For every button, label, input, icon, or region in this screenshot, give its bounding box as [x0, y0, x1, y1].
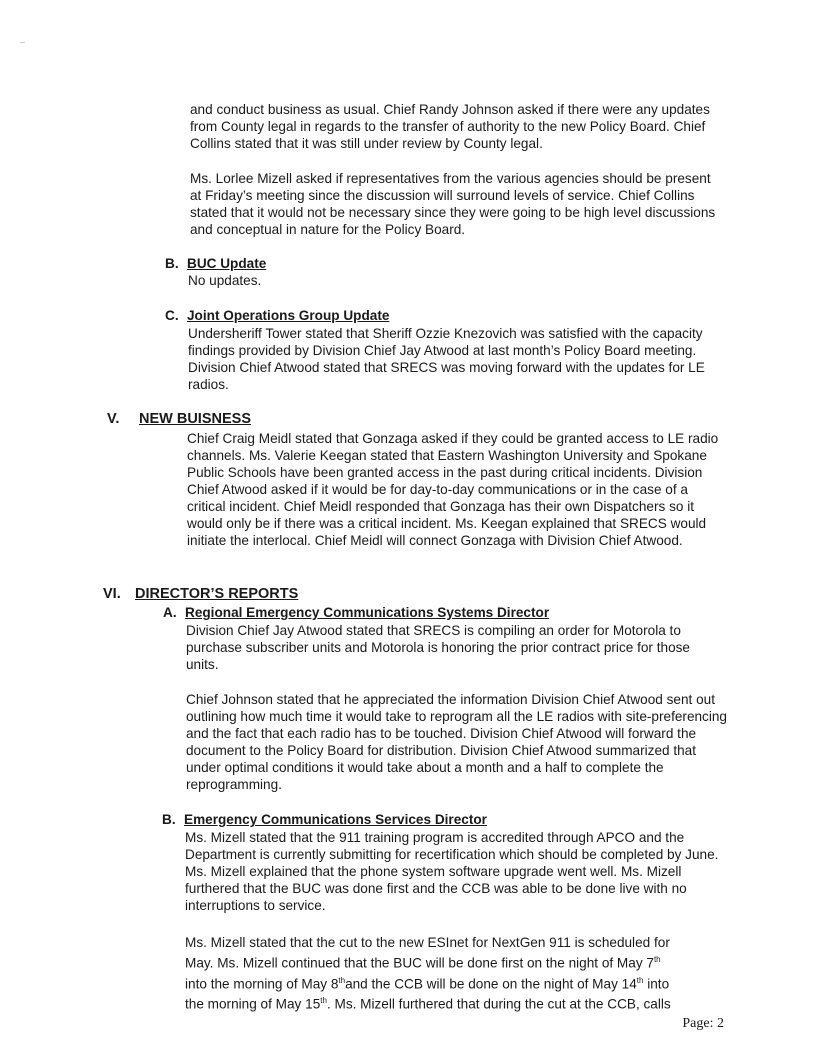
jog-update-heading [165, 307, 389, 324]
esinet-line-3-text-c: into [643, 976, 670, 992]
recs-director-paragraph-2: Chief Johnson stated that he appreciated the information Division Chief Atwood sent out outlining how much time it would take to reprogram all the LE radios with site-preferencing and the fact that each radio has to be touched. Division Chief Atwood will forward the document to the Policy Board for distribution. Division Chief Atwood summarized that under optimal conditions it would take about a month and a half to complete the reprogramming. [186, 692, 727, 792]
directors-reports-title: DIRECTOR’S REPORTS [135, 586, 299, 602]
esinet-line-4-text-a: the morning of May 15 [185, 996, 321, 1012]
esinet-line-2-text: May. Ms. Mizell continued that the BUC will be done first on the night of May 7 [185, 955, 654, 971]
esinet-line-3 [185, 972, 730, 993]
ordinal-suffix: th [653, 955, 661, 964]
new-business-body: Chief Craig Meidl stated that Gonzaga asked if they could be granted access to LE radio channels. Ms. Valerie Keegan stated that Eastern Washington University and Spokane Public Schools have been granted access in the past during critical incidents. Division Chief Atwood asked if it would be for day-to-day communications or in the case of a critical incident. Chief Meidl responded that Gonzaga has their own Dispatchers so it would only be if there was a critical incident. Ms. Keegan explained that SRECS would initiate the interlocal. Chief Meidl will connect Gonzaga with Division Chief Atwood. [187, 431, 719, 548]
esinet-line-4 [185, 992, 730, 1013]
esinet-line-2 [185, 951, 730, 972]
recs-director-title: Regional Emergency Communications Systems Director [185, 605, 550, 620]
buc-update-title: BUC Update [187, 256, 267, 271]
buc-update-letter: B. [165, 256, 179, 271]
new-business-heading [107, 410, 251, 428]
ordinal-suffix: th [636, 975, 644, 985]
buc-update-heading [165, 255, 266, 272]
ecs-director-paragraph-2 [185, 934, 730, 1013]
ecs-director-letter: B. [162, 812, 176, 827]
ecs-director-heading [162, 811, 487, 828]
esinet-line-1: Ms. Mizell stated that the cut to the new ESInet for NextGen 911 is scheduled for [185, 935, 670, 950]
recs-director-letter: A. [163, 605, 177, 620]
jog-update-body: Undersheriff Tower stated that Sheriff Ozzie Knezovich was satisfied with the capacity findings provided by Division Chief Jay Atwood at last month’s Policy Board meeting. Division Chief Atwood stated that SRECS was moving forward with the updates for LE radios. [188, 326, 705, 392]
esinet-line-4-text-b: . Ms. Mizell furthered that during the cut at the CCB, calls [326, 996, 671, 1012]
ordinal-suffix: th [338, 975, 346, 985]
ordinal-suffix: th [320, 996, 327, 1006]
recs-director-paragraph-1: Division Chief Jay Atwood stated that SRECS is compiling an order for Motorola to purchase subscriber units and Motorola is honoring the prior contract price for those units. [186, 623, 690, 672]
page-number: Page: 2 [682, 1016, 724, 1031]
intro-paragraph-1: and conduct business as usual. Chief Randy Johnson asked if there were any updates from County legal in regards to the transfer of authority to the new Policy Board. Chief Collins stated that it was still under review by County legal. [190, 102, 710, 151]
ecs-director-paragraph-1: Ms. Mizell stated that the 911 training program is accredited through APCO and the Department is currently submitting for recertification which should be completed by June. Ms. Mizell explained that the phone system software upgrade went well. Ms. Mizell furthered that the BUC was done first and the CCB was able to be done live with no interruptions to service. [185, 830, 719, 913]
scan-speck [20, 42, 25, 43]
jog-update-title: Joint Operations Group Update [187, 308, 390, 323]
intro-paragraph-2: Ms. Lorlee Mizell asked if representatives from the various agencies should be present at Friday’s meeting since the discussion will surround levels of service. Chief Collins stated that it would not be necessary since they were going to be high level discussions and conceptual in nature for the Policy Board. [190, 171, 716, 237]
recs-director-heading [163, 604, 549, 621]
buc-update-body: No updates. [188, 273, 262, 288]
esinet-line-3-text-b: and the CCB will be done on the night of May 14 [345, 976, 637, 992]
new-business-title: NEW BUISNESS [139, 411, 251, 427]
ecs-director-title: Emergency Communications Services Director [184, 812, 487, 827]
esinet-line-3-text-a: into the morning of May 8 [185, 976, 339, 992]
new-business-numeral: V. [107, 411, 120, 427]
jog-update-letter: C. [165, 308, 179, 323]
directors-reports-heading [103, 585, 298, 603]
directors-reports-numeral: VI. [103, 586, 121, 602]
